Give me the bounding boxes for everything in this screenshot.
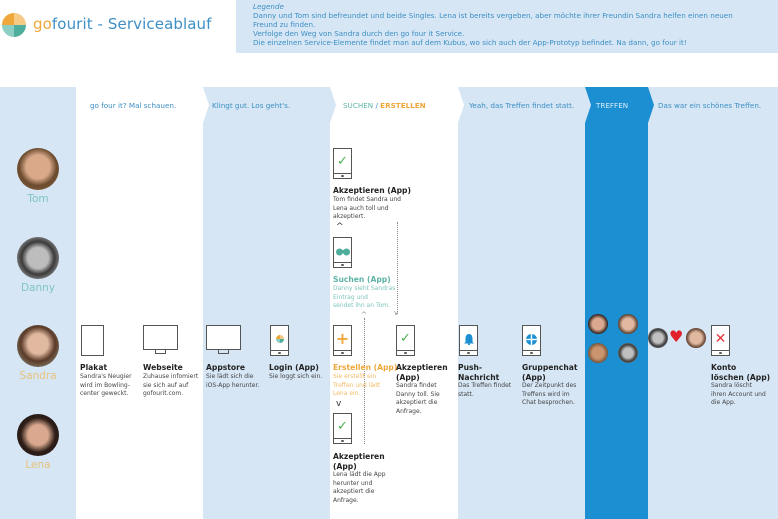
gofourit-logo-icon: [2, 13, 26, 37]
check-icon: ✓: [400, 331, 411, 346]
desc-line: Zuhause infomiert: [143, 373, 199, 380]
legend-line: Freund zu finden.: [253, 19, 316, 29]
persona-name: Tom: [27, 193, 49, 205]
avatar-danny-small: [648, 328, 668, 348]
item-desc-lena-akzeptieren: [333, 471, 386, 505]
tom-accept-phone-icon: [333, 148, 352, 179]
delete-account-phone-icon: [711, 325, 730, 356]
connector-line: [397, 222, 398, 314]
title-line: Push-: [458, 363, 483, 372]
chevron-divider: [322, 87, 338, 123]
avatar-sandra-small: [618, 314, 638, 334]
desc-line: iOS-App herunter.: [206, 381, 260, 389]
desc-line: Das Treffen findet: [458, 382, 512, 389]
desc-line: Lena auch toll und: [333, 204, 389, 212]
item-title-lena-akzeptieren: [333, 452, 385, 471]
poster-icon: [81, 325, 104, 356]
title-line: Akzeptieren: [333, 452, 385, 461]
item-desc-push: [458, 382, 511, 399]
item-desc-login: [269, 373, 322, 382]
plus-icon: +: [335, 329, 350, 348]
lena-accept-phone-icon: [333, 413, 352, 444]
desc-line: center geweckt.: [80, 390, 129, 398]
desc-line: akzeptiert die: [333, 488, 375, 496]
title-line: Akzeptieren: [396, 363, 448, 372]
desc-line: Treffen und lädt: [333, 381, 381, 389]
title-line: Nachricht: [458, 372, 500, 382]
cross-icon: ✕: [714, 331, 727, 347]
item-title-appstore: Appstore: [206, 363, 246, 372]
title-line: löschen (App): [711, 372, 771, 382]
desc-line: Anfrage.: [396, 407, 422, 415]
chevron-divider: [577, 87, 593, 123]
item-desc-gruppenchat: [522, 382, 576, 408]
item-title-plakat: Plakat: [80, 363, 108, 372]
desc-line: Der Zeitpunkt des: [522, 382, 577, 389]
desc-line: Tom findet Sandra und: [333, 196, 401, 203]
chat-globe-icon: [523, 331, 540, 350]
item-desc-sandra-akzeptieren: [396, 382, 440, 416]
desc-line: Treffens wird im: [522, 390, 570, 398]
phase-column-2: [203, 87, 330, 519]
phase-header-5: TREFFEN: [596, 100, 629, 110]
avatar-lena-small: [588, 314, 608, 334]
desc-line: Chat besprochen.: [522, 399, 575, 407]
avatar-danny-small: [618, 343, 638, 363]
item-desc-suchen: [333, 285, 395, 311]
persona-lena: [0, 414, 76, 471]
login-phone-icon: [270, 325, 289, 356]
search-phone-icon: [333, 237, 352, 268]
desc-line: Sie lädt sich die: [206, 373, 254, 380]
desc-line: Eintrag und: [333, 293, 368, 301]
phase-header-suchen: SUCHEN: [343, 100, 374, 110]
title-line: Konto: [711, 363, 737, 372]
avatar-sandra: [17, 325, 59, 367]
desc-line: akzeptiert.: [333, 213, 366, 221]
phase-column-1: [76, 87, 203, 519]
phase-header-erstellen: ERSTELLEN: [380, 100, 426, 110]
desc-line: Danny toll. Sie: [396, 390, 440, 398]
avatar-danny: [17, 237, 59, 279]
item-title-gruppenchat: [522, 363, 577, 382]
desc-line: die App.: [711, 399, 736, 407]
desc-line: Lena lädt die App: [333, 471, 386, 478]
persona-name: Lena: [25, 459, 51, 471]
desc-line: Sandra's Neugier: [80, 373, 132, 380]
binoculars-icon: [334, 243, 351, 261]
groupchat-phone-icon: [522, 325, 541, 356]
desc-line: Anfrage.: [333, 496, 359, 504]
avatar-lena: [17, 414, 59, 456]
phase-column-5: [585, 87, 648, 519]
item-title-erstellen: Erstellen (App): [333, 363, 398, 372]
desc-line: herunter und: [333, 479, 373, 487]
title-line: (App): [396, 372, 420, 382]
chevron-divider: [640, 87, 656, 123]
sandra-accept-phone-icon: [396, 325, 415, 356]
desc-line: Sie erstellt ein: [333, 373, 377, 380]
item-desc-konto: [711, 382, 766, 408]
avatar-sandra-small: [686, 328, 706, 348]
bell-icon: [460, 331, 477, 350]
legend-line: Danny und Tom sind befreundet und beide Singles. Lena ist bereits vergeben, aber möchte ihrer Freundin Sandra helfen einen neuen: [253, 10, 733, 20]
item-desc-webseite: [143, 373, 198, 399]
title-rest: fourit - Serviceablauf: [51, 15, 212, 33]
item-title-webseite: Webseite: [143, 363, 183, 372]
desc-line: Lena ein.: [333, 390, 361, 398]
desc-line: wird im Bowling-: [80, 381, 130, 389]
desc-line: Danny sieht Sandras: [333, 285, 396, 292]
item-desc-plakat: [80, 373, 132, 399]
desc-line: statt.: [458, 390, 474, 398]
item-desc-appstore: [206, 373, 259, 390]
desc-line: sendet ihn an Tom.: [333, 302, 391, 310]
phase-header-1: go four it? Mal schauen.: [90, 100, 177, 110]
item-desc-erstellen: [333, 373, 380, 399]
item-title-sandra-akzeptieren: [396, 363, 448, 382]
heart-icon: ♥: [669, 327, 684, 346]
item-title-suchen: Suchen (App): [333, 275, 391, 284]
title-go: go: [33, 15, 52, 33]
check-icon: ✓: [337, 154, 348, 169]
phase-header-6: Das war ein schönes Treffen.: [658, 100, 762, 110]
caret-down-icon: v: [336, 399, 342, 409]
create-phone-icon: [333, 325, 352, 356]
legend-box: [236, 0, 778, 53]
persona-name: Danny: [20, 282, 56, 294]
item-title-login: Login (App): [269, 363, 319, 372]
item-title-tom-akzeptieren: Akzeptieren (App): [333, 186, 411, 195]
legend-line: Verfolge den Weg von Sandra durch den go four it Service.: [253, 28, 465, 38]
desc-line: Sandra löscht: [711, 382, 753, 389]
phase-header-3: [343, 87, 426, 123]
persona-danny: [0, 237, 76, 294]
phase-header-4: Yeah, das Treffen findet statt.: [469, 100, 575, 110]
persona-tom: [0, 148, 76, 205]
phase-column-6: [648, 87, 778, 519]
persona-name: Sandra: [19, 370, 57, 382]
legend-line: Die einzelnen Service-Elemente findet man auf dem Kubus, wo sich auch der App-Prototyp befindet. Na dann, go four it!: [253, 37, 687, 47]
desc-line: Sandra findet: [396, 382, 437, 389]
arrow-up-icon: ^: [361, 311, 367, 319]
title-line: (App): [522, 372, 546, 382]
push-phone-icon: [459, 325, 478, 356]
item-desc-tom-akzeptieren: [333, 196, 401, 222]
page-title: [33, 15, 212, 33]
title-line: (App): [333, 461, 357, 471]
phase-header-2: Klingt gut. Los geht's.: [212, 100, 291, 110]
avatar-tom: [17, 148, 59, 190]
website-monitor-icon: [143, 325, 178, 350]
chevron-divider: [195, 87, 211, 123]
phase-column-4: [458, 87, 585, 519]
phase-header-sep: /: [373, 100, 381, 110]
avatar-tom-small: [588, 343, 608, 363]
desc-line: sie sich auf auf: [143, 381, 189, 389]
chevron-divider: [450, 87, 466, 123]
arrow-down-icon: v: [394, 309, 399, 317]
legend-title: Legende: [253, 2, 284, 11]
desc-line: Sie loggt sich ein.: [269, 373, 323, 380]
title-line: Gruppenchat: [522, 363, 578, 372]
persona-sandra: [0, 325, 76, 382]
app-logo-icon: [271, 331, 288, 348]
desc-line: ihren Account und: [711, 390, 766, 398]
caret-up-icon: ^: [336, 222, 344, 232]
desc-line: gofourit.com.: [143, 390, 184, 398]
item-title-push: [458, 363, 499, 382]
desc-line: akzeptiert die: [396, 399, 438, 407]
item-title-konto: [711, 363, 770, 382]
check-icon: ✓: [337, 419, 348, 434]
appstore-monitor-icon: [206, 325, 241, 350]
